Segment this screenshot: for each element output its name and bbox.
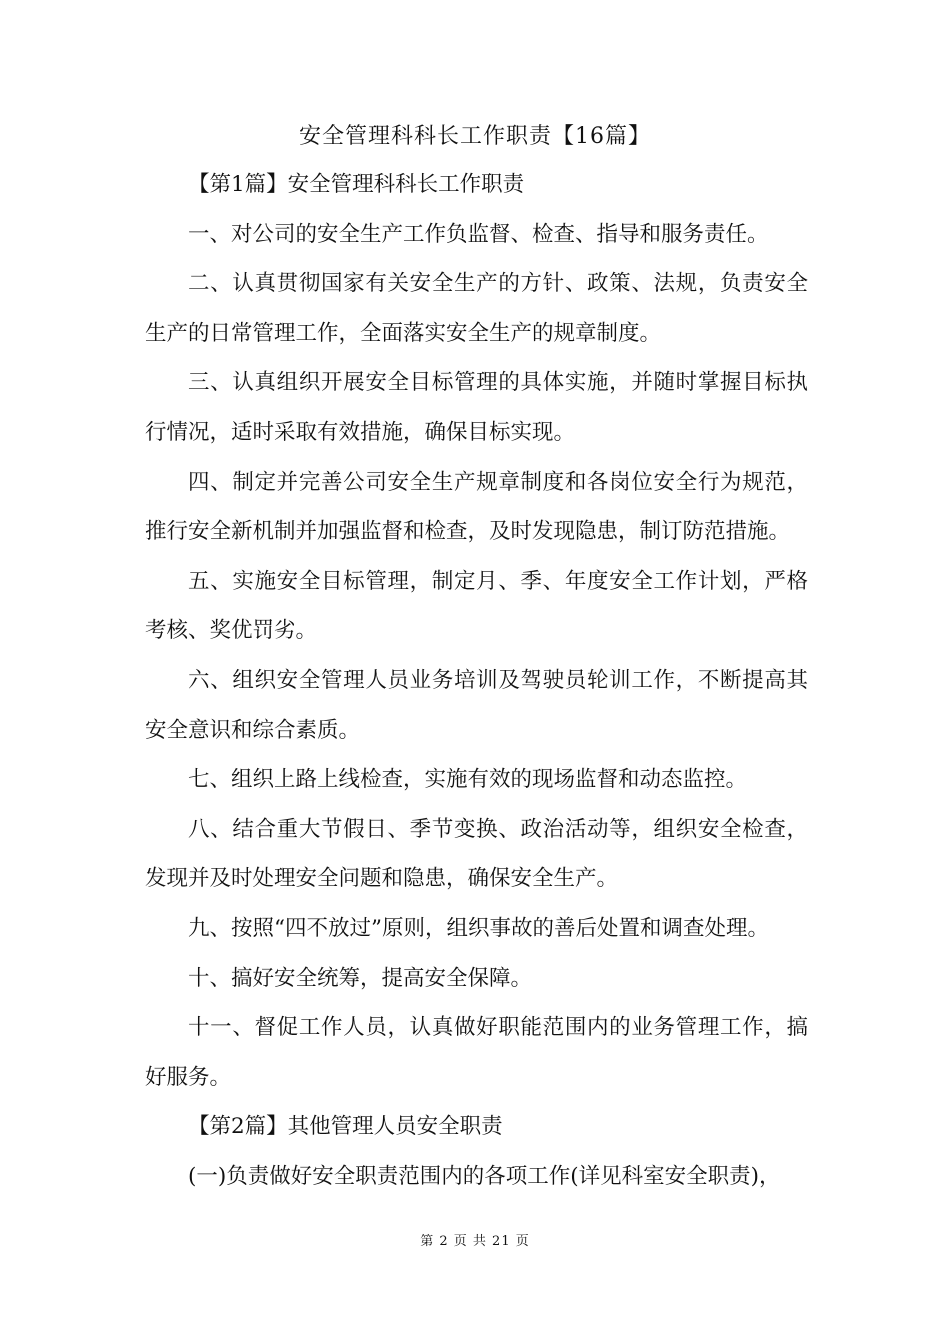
document-title: 安全管理科科长工作职责【16篇】 bbox=[299, 124, 651, 149]
paragraph: 五、实施安全目标管理，制定月、季、年度安全工作计划，严格考核、奖优罚劣。 bbox=[145, 568, 808, 644]
paragraph: 一、对公司的安全生产工作负监督、检查、指导和服务责任。 bbox=[188, 221, 769, 247]
paragraph: 六、组织安全管理人员业务培训及驾驶员轮训工作，不断提高其安全意识和综合素质。 bbox=[145, 667, 808, 743]
paragraph: 七、组织上路上线检查，实施有效的现场监督和动态监控。 bbox=[188, 767, 748, 793]
section-heading-2: 【第2篇】其他管理人员安全职责 bbox=[188, 1114, 503, 1140]
paragraph: 四、制定并完善公司安全生产规章制度和各岗位安全行为规范，推行安全新机制并加强监督和检查，及时发现隐患，制订防范措施。 bbox=[145, 469, 808, 545]
page-footer: 第 2 页 共 21 页 bbox=[420, 1234, 530, 1249]
paragraph: (一)负责做好安全职责范围内的各项工作(详见科室安全职责)， bbox=[188, 1163, 781, 1189]
document-body bbox=[145, 160, 808, 1201]
paragraph: 八、结合重大节假日、季节变换、政治活动等，组织安全检查，发现并及时处理安全问题和隐患，确保安全生产。 bbox=[145, 816, 808, 892]
paragraph: 十、搞好安全统筹，提高安全保障。 bbox=[188, 965, 533, 991]
paragraph: 三、认真组织开展安全目标管理的具体实施，并随时掌握目标执行情况，适时采取有效措施，确保目标实现。 bbox=[145, 370, 808, 445]
paragraph: 二、认真贯彻国家有关安全生产的方针、政策、法规，负责安全生产的日常管理工作，全面落实安全生产的规章制度。 bbox=[145, 271, 808, 346]
paragraph: 九、按照“四不放过”原则，组织事故的善后处置和调查处理。 bbox=[188, 915, 769, 941]
section-heading-1: 【第1篇】安全管理科科长工作职责 bbox=[188, 172, 525, 197]
paragraph: 十一、督促工作人员，认真做好职能范围内的业务管理工作，搞好服务。 bbox=[145, 1015, 808, 1090]
